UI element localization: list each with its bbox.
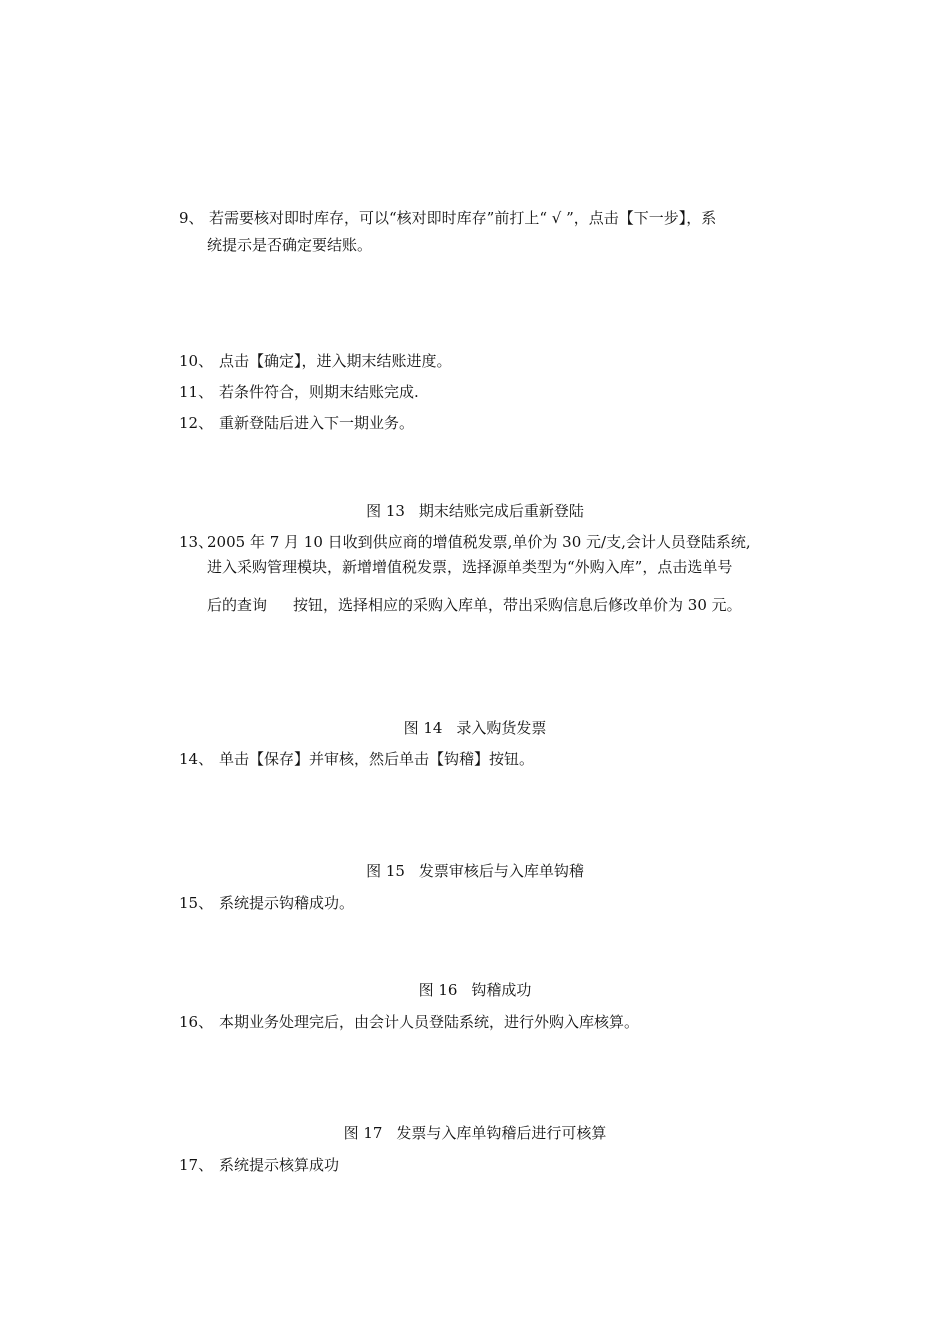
step-14 bbox=[179, 749, 534, 769]
step-13-line-1 bbox=[179, 532, 751, 552]
step-16 bbox=[179, 1012, 639, 1032]
step-text: 2005 年 7 月 10 日收到供应商的增值税发票,单价为 30 元/支,会计人员登陆系统, bbox=[207, 533, 751, 551]
step-10 bbox=[179, 351, 452, 371]
step-9-line-2: 统提示是否确定要结账。 bbox=[207, 236, 373, 254]
figure-label: 图 15 bbox=[366, 862, 405, 880]
figure-label: 图 14 bbox=[403, 719, 443, 737]
step-number: 10、 bbox=[179, 352, 214, 370]
step-text: 若条件符合，则期末结账完成. bbox=[219, 383, 419, 401]
step-13-line-3 bbox=[207, 595, 742, 615]
step-text: 若需要核对即时库存，可以“核对即时库存”前打上“ √ ”，点击【下一步】，系 bbox=[209, 209, 717, 227]
figure-title: 发票审核后与入库单钩稽 bbox=[418, 862, 584, 880]
step-text: 点击【确定】，进入期末结账进度。 bbox=[219, 352, 452, 370]
step-text-part-b: 按钮，选择相应的采购入库单，带出采购信息后修改单价为 30 元。 bbox=[293, 596, 742, 614]
step-text: 单击【保存】并审核，然后单击【钩稽】按钮。 bbox=[219, 750, 535, 768]
step-number: 14、 bbox=[179, 750, 214, 768]
figure-15-caption bbox=[0, 861, 950, 881]
step-number: 11、 bbox=[179, 383, 214, 401]
step-number: 17、 bbox=[179, 1156, 214, 1174]
step-number: 16、 bbox=[179, 1013, 214, 1031]
step-text: 重新登陆后进入下一期业务。 bbox=[219, 414, 415, 432]
step-11 bbox=[179, 382, 419, 402]
step-13-line-2: 进入采购管理模块，新增增值税发票，选择源单类型为“外购入库”，点击选单号 bbox=[207, 558, 733, 576]
figure-title: 发票与入库单钩稽后进行可核算 bbox=[396, 1124, 607, 1142]
figure-title: 钩稽成功 bbox=[471, 981, 532, 999]
step-12 bbox=[179, 413, 414, 433]
step-number: 9、 bbox=[179, 209, 204, 227]
figure-16-caption bbox=[0, 980, 950, 1000]
step-17 bbox=[179, 1155, 339, 1175]
step-text: 本期业务处理完后，由会计人员登陆系统，进行外购入库核算。 bbox=[219, 1013, 640, 1031]
step-number: 12、 bbox=[179, 414, 214, 432]
figure-label: 图 13 bbox=[366, 502, 405, 520]
figure-13-caption bbox=[0, 501, 950, 521]
figure-14-caption bbox=[0, 718, 950, 738]
step-15 bbox=[179, 893, 354, 913]
figure-title: 期末结账完成后重新登陆 bbox=[418, 502, 584, 520]
step-text: 系统提示钩稽成功。 bbox=[219, 894, 355, 912]
step-number: 15、 bbox=[179, 894, 214, 912]
figure-label: 图 16 bbox=[418, 981, 458, 999]
step-9-line-1 bbox=[179, 208, 716, 228]
step-text-part-a: 后的查询 bbox=[207, 596, 268, 614]
figure-17-caption bbox=[0, 1123, 950, 1143]
figure-label: 图 17 bbox=[343, 1124, 383, 1142]
figure-title: 录入购货发票 bbox=[456, 719, 547, 737]
step-number: 13、 bbox=[179, 533, 214, 551]
step-text: 系统提示核算成功 bbox=[219, 1156, 340, 1174]
